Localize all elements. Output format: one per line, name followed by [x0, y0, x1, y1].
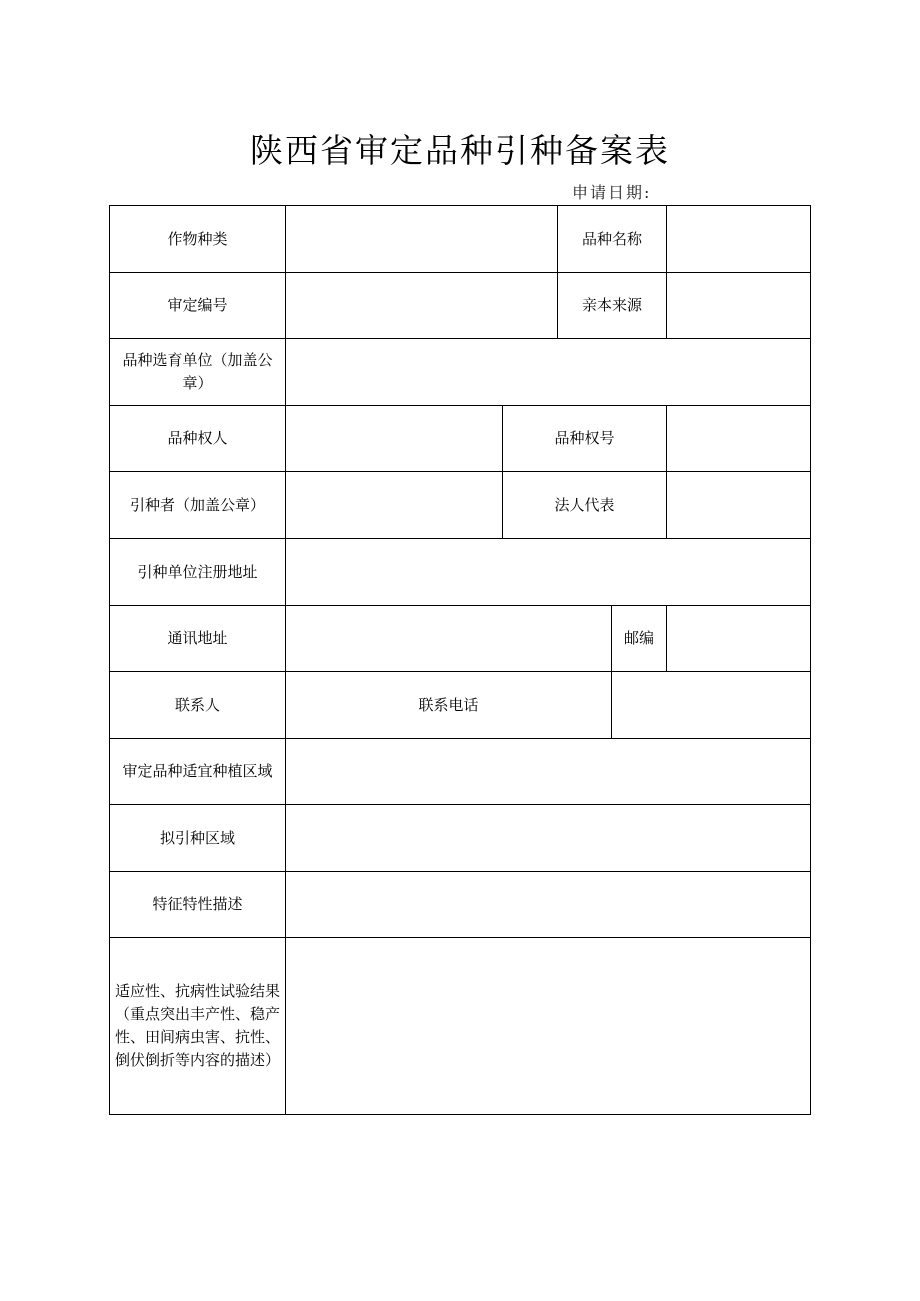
crop-type-label: 作物种类 — [110, 206, 286, 273]
variety-name-field[interactable] — [667, 206, 811, 273]
introducer-label: 引种者（加盖公章） — [110, 472, 286, 539]
row-breeding-unit — [110, 339, 811, 406]
legal-representative-label: 法人代表 — [503, 472, 667, 539]
row-crop-type — [110, 206, 811, 273]
row-introducer — [110, 472, 811, 539]
row-characteristics — [110, 872, 811, 938]
rights-holder-label: 品种权人 — [110, 406, 286, 472]
trial-results-label: 适应性、抗病性试验结果（重点突出丰产性、稳产性、田间病虫害、抗性、倒伏倒折等内容的描述） — [110, 938, 286, 1115]
intended-region-field[interactable] — [286, 805, 811, 872]
row-approval-number — [110, 273, 811, 339]
rights-number-label: 品种权号 — [503, 406, 667, 472]
crop-type-field[interactable] — [286, 206, 558, 273]
contact-phone-label: 联系电话 — [286, 672, 612, 739]
apply-date-label: 申请日期: — [572, 183, 652, 202]
intended-region-label: 拟引种区域 — [110, 805, 286, 872]
rights-holder-field[interactable] — [286, 406, 503, 472]
suitable-region-label: 审定品种适宜种植区域 — [110, 739, 286, 805]
mailing-address-label: 通讯地址 — [110, 606, 286, 672]
filing-form-table — [109, 205, 811, 1115]
rights-number-field[interactable] — [667, 406, 811, 472]
parent-source-field[interactable] — [667, 273, 811, 339]
breeding-unit-label: 品种选育单位（加盖公章） — [110, 339, 286, 406]
row-intended-region — [110, 805, 811, 872]
registered-address-label: 引种单位注册地址 — [110, 539, 286, 606]
contact-person-label: 联系人 — [110, 672, 286, 739]
breeding-unit-field[interactable] — [286, 339, 811, 406]
introducer-field[interactable] — [286, 472, 503, 539]
approval-number-field[interactable] — [286, 273, 558, 339]
contact-phone-field[interactable] — [612, 672, 811, 739]
characteristics-field[interactable] — [286, 872, 811, 938]
mailing-address-field[interactable] — [286, 606, 612, 672]
row-registered-address — [110, 539, 811, 606]
legal-representative-field[interactable] — [667, 472, 811, 539]
variety-name-label: 品种名称 — [558, 206, 667, 273]
postal-code-label: 邮编 — [612, 606, 667, 672]
suitable-region-field[interactable] — [286, 739, 811, 805]
page-title: 陕西省审定品种引种备案表 — [250, 131, 670, 170]
trial-results-field[interactable] — [286, 938, 811, 1115]
row-contact — [110, 672, 811, 739]
registered-address-field[interactable] — [286, 539, 811, 606]
approval-number-label: 审定编号 — [110, 273, 286, 339]
row-suitable-region — [110, 739, 811, 805]
row-trial-results — [110, 938, 811, 1115]
row-rights-holder — [110, 406, 811, 472]
row-mailing-address — [110, 606, 811, 672]
postal-code-field[interactable] — [667, 606, 811, 672]
characteristics-label: 特征特性描述 — [110, 872, 286, 938]
parent-source-label: 亲本来源 — [558, 273, 667, 339]
